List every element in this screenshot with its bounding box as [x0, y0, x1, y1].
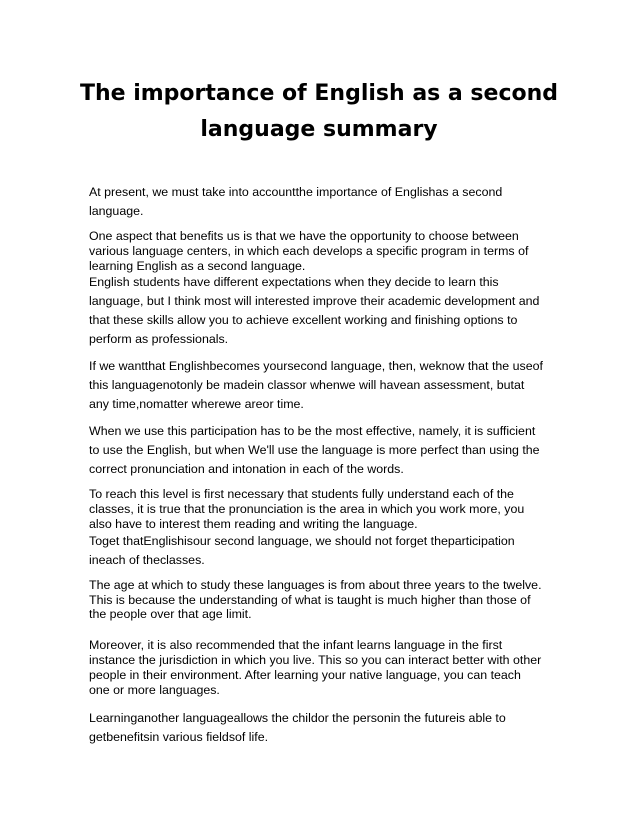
paragraph: [89, 638, 551, 697]
text-line: correct pronunciation and intonation in each of the words.: [89, 462, 404, 477]
document-body: [89, 183, 551, 755]
text-line: people in their environment. After learning your native language, you can teach: [89, 667, 521, 682]
text-line: the people over that age limit.: [89, 607, 252, 622]
paragraph: [89, 357, 551, 414]
paragraph: [89, 578, 551, 622]
paragraph: [89, 709, 551, 747]
text-line: Moreover, it is also recommended that the infant learns language in the first: [89, 638, 503, 653]
text-line: language, but I think most will interested improve their academic development and: [89, 294, 540, 309]
text-line: Learninganother languageallows the childor the personin the futureis able to: [89, 711, 506, 726]
text-line: this languagenotonly be madein classor whenwe will havean assessment, butat: [89, 378, 525, 393]
text-line: language.: [89, 204, 144, 218]
text-line: learning English as a second language.: [89, 258, 306, 273]
text-line: If we wantthat Englishbecomes yoursecond language, then, weknow that the useof: [89, 359, 543, 374]
text-line: any time,nomatter wherewe areor time.: [89, 397, 304, 412]
title-line: The importance of English as a second: [79, 81, 559, 106]
text-line: that these skills allow you to achieve excellent working and finishing options to: [89, 313, 518, 328]
text-line: At present, we must take into accountthe importance of Englishas a second: [89, 185, 503, 199]
text-line: classes, it is true that the pronunciation is the area in which you work more, you: [89, 502, 525, 517]
text-line: getbenefitsin various fieldsof life.: [89, 730, 269, 745]
text-line: perform as professionals.: [89, 332, 229, 347]
paragraph: [89, 229, 551, 273]
text-line: ineach of theclasses.: [89, 552, 205, 567]
text-line: One aspect that benefits us is that we have the opportunity to choose between: [89, 229, 519, 243]
paragraph: [89, 273, 551, 349]
paragraph: [89, 183, 551, 221]
text-line: instance the jurisdiction in which you live. This so you can interact better with other: [89, 652, 542, 667]
paragraph: [89, 422, 551, 479]
text-line: English students have different expectations when they decide to learn this: [89, 275, 499, 290]
text-line: To reach this level is first necessary that students fully understand each of the: [89, 487, 514, 502]
text-line: also have to interest them reading and writing the language.: [89, 516, 418, 531]
text-line: Toget thatEnglishisour second language, we should not forget theparticipation: [89, 533, 515, 548]
text-line: one or more languages.: [89, 682, 220, 697]
text-line: various language centers, in which each develops a specific program in terms of: [89, 243, 529, 258]
text-line: to use the English, but when We'll use the language is more perfect than using the: [89, 443, 540, 458]
paragraph: [89, 532, 551, 570]
title-line: language summary: [200, 117, 438, 142]
document-title: [70, 76, 568, 148]
text-line: The age at which to study these languages is from about three years to the twelve.: [89, 577, 542, 592]
text-line: When we use this participation has to be the most effective, namely, it is sufficient: [89, 424, 536, 439]
paragraph: [89, 487, 551, 531]
text-line: This is because the understanding of what is taught is much higher than those of: [89, 592, 531, 607]
